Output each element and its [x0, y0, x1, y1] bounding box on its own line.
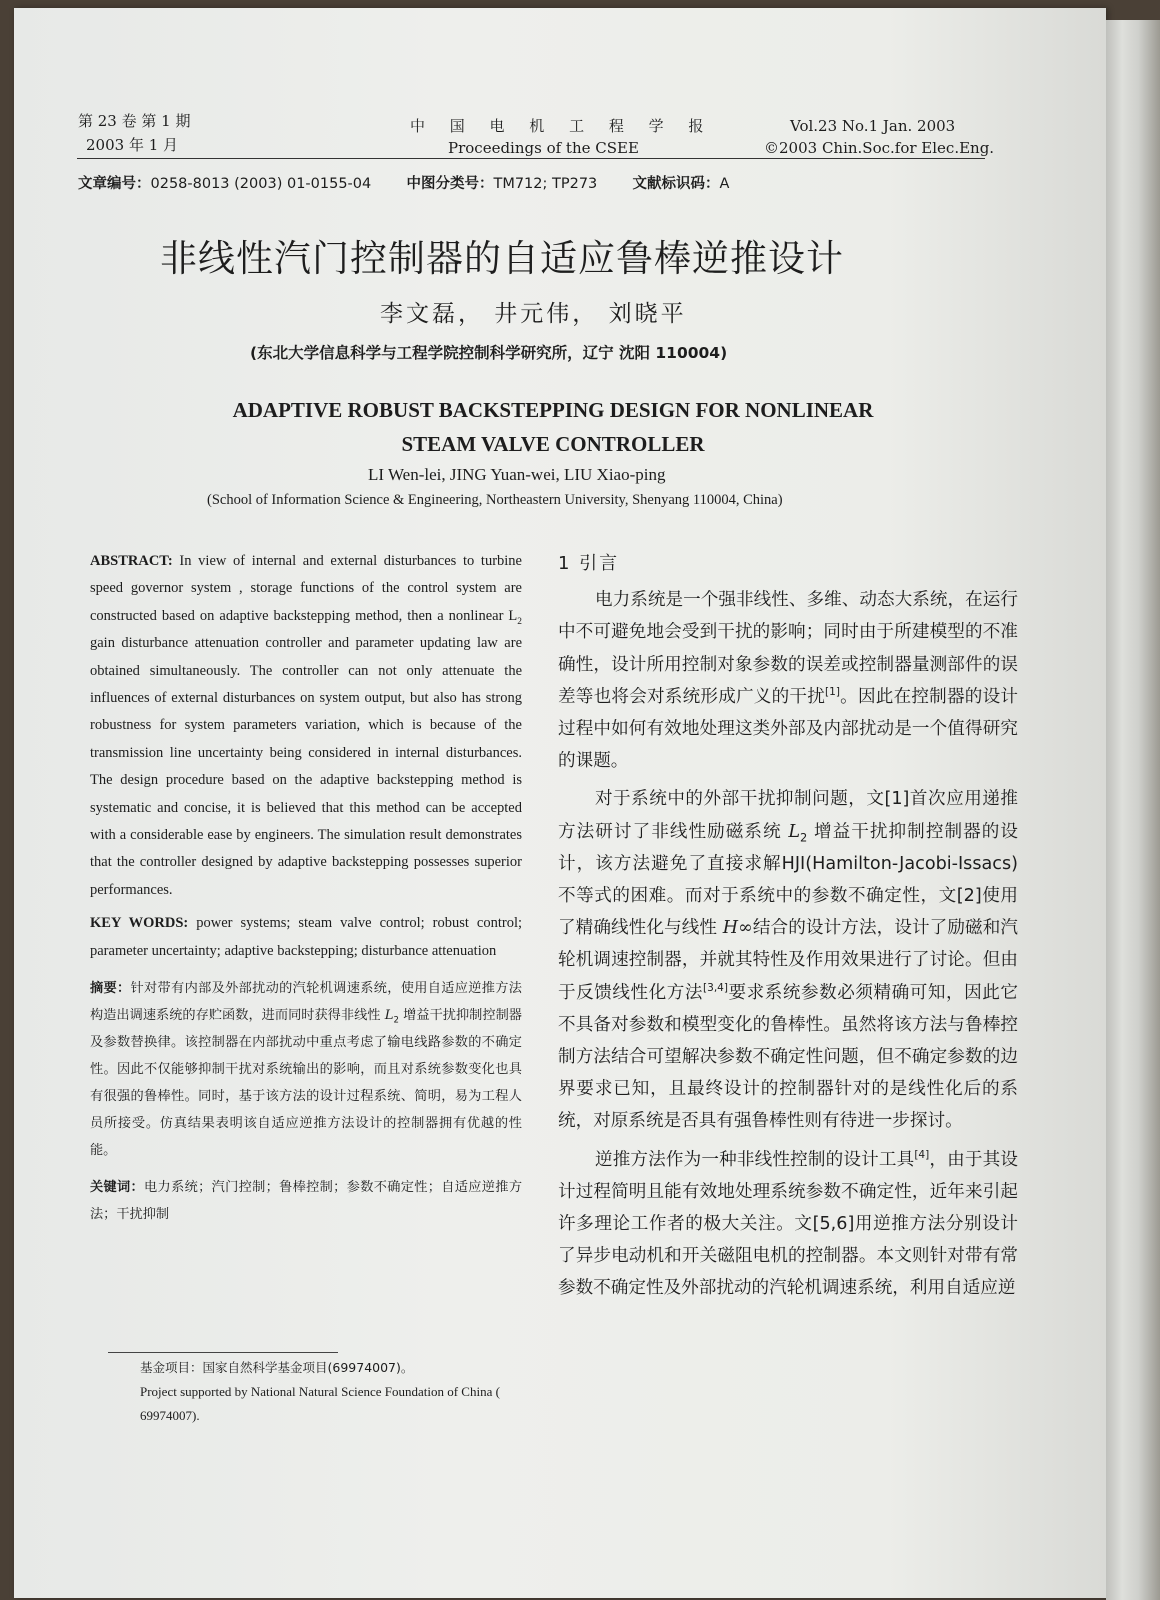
footnote-rule: [108, 1352, 338, 1353]
left-column: [90, 548, 522, 1228]
intro-paragraph-1: 电力系统是一个强非线性、多维、动态大系统，在运行中不可避免地会受到干扰的影响；同时由于所建模型的不准确性，设计所用控制对象参数的误差或控制器量测部件的误差等也将会对系统形成广义的干扰[1]。因此在控制器的设计过程中如何有效地处理这类外部及内部扰动是一个值得研究的课题。: [558, 590, 1018, 772]
header-date-cn: 2003 年 1 月: [86, 136, 179, 154]
affiliation-cn: (东北大学信息科学与工程学院控制科学研究所，辽宁 沈阳 110004): [250, 344, 728, 362]
section-1-heading: 1 引言: [558, 553, 620, 574]
title-en-line2: STEAM VALVE CONTROLLER: [401, 432, 705, 456]
keywords-en-label: KEY WORDS:: [90, 915, 189, 932]
header-journal-cn: 中 国 电 机 工 程 学 报: [410, 117, 714, 135]
footnote-en: Project supported by National Natural Science Foundation of China ( 69974007).: [140, 1384, 500, 1423]
authors-en: LI Wen-lei, JING Yuan-wei, LIU Xiao-ping: [368, 465, 666, 484]
affiliation-en: (School of Information Science & Engineering, Northeastern University, Shenyang 110004, China): [207, 492, 783, 508]
header-rule: [77, 158, 985, 159]
clc: TM712; TP273: [493, 176, 598, 192]
abstract-cn: 摘要：针对带有内部及外部扰动的汽轮机调速系统，使用自适应逆推方法构造出调速系统的存贮函数，进而同时获得非线性 $L_2$ 增益干扰抑制控制器及参数替换律。该控制器在内部扰动中重点考虑了输电线路参数的不确定性。因此不仅能够抑制干扰对系统输出的影响，而且对系统参数变化也具有很强的鲁棒性。同时，基于该方法的设计过程系统、简明，易为工程人员所接受。仿真结果表明该自适应逆推方法设计的控制器拥有优越的性能。: [90, 981, 522, 1159]
abstract-en: ABSTRACT: In view of internal and external disturbances to turbine speed governor system , storage functions of the control system are constructed based on adaptive backstepping method, then a nonlinear $L_2$ gain disturbance attenuation controller and parameter updating law are obtained simultaneously. The controller can not only attenuate the influences of external disturbances on system output, but also has strong robustness for system parameters variation, which is because of the transmission line uncertainty being considered in internal disturbances. The design procedure based on the adaptive backstepping method is systematic and concise, it is believed that this method can be accepted with a considerable ease by engineers. The simulation result demonstrates that the controller designed by adaptive backstepping possesses superior performances.: [90, 553, 522, 898]
abstract-en-label: ABSTRACT:: [90, 553, 173, 569]
intro-paragraph-3: 逆推方法作为一种非线性控制的设计工具[4]，由于其设计过程简明且能有效地处理系统参数不确定性，近年来引起许多理论工作者的极大关注。文[5,6]用逆推方法分别设计了异步电动机和开关磁阻电机的控制器。本文则针对带有常参数不确定性及外部扰动的汽轮机调速系统，利用自适应逆: [558, 1148, 1018, 1299]
header-volume-issue-cn: 第 23 卷 第 1 期: [78, 112, 191, 130]
header-copyright: ©2003 Chin.Soc.for Elec.Eng.: [764, 139, 995, 157]
doc-code-label: 文献标识码：: [632, 176, 720, 192]
header-volume-issue-en: Vol.23 No.1 Jan. 2003: [790, 117, 956, 135]
title-cn: 非线性汽门控制器的自适应鲁棒逆推设计: [160, 237, 844, 280]
right-column: [558, 548, 1018, 1305]
abstract-cn-label: 摘要：: [90, 981, 131, 997]
footnote-cn: 基金项目：国家自然科学基金项目(69974007)。: [140, 1360, 414, 1375]
header-journal-en: Proceedings of the CSEE: [448, 139, 639, 157]
intro-paragraph-2: 对于系统中的外部干扰抑制问题，文[1]首次应用递推方法研讨了非线性励磁系统 $L_2$ 增益干扰抑制控制器的设计，该方法避免了直接求解HJI(Hamilton-Jacobi-Issacs)不等式的困难。而对于系统中的参数不确定性，文[2]使用了精确线性化与线性 H∞结合的设计方法，设计了励磁和汽轮机调速控制器，并就其特性及作用效果进行了讨论。但由于反馈线性化方法[3,4]要求系统参数必须精确可知，因此它不具备对参数和模型变化的鲁棒性。虽然将该方法与鲁棒控制方法结合可望解决参数不确定性问题，但不确定参数的边界要求已知，且最终设计的控制器针对的是线性化后的系统，对原系统是否具有强鲁棒性则有待进一步探讨。: [558, 789, 1018, 1132]
meta-line: [78, 172, 729, 193]
article-no-label: 文章编号：: [78, 176, 151, 192]
clc-label: 中图分类号：: [406, 176, 494, 192]
authors-cn: 李文磊， 井元伟， 刘晓平: [380, 301, 687, 327]
doc-code: A: [719, 176, 730, 192]
page-stack-edge: [1106, 20, 1160, 1600]
keywords-cn: 关键词：电力系统；汽门控制；鲁棒控制；参数不确定性；自适应逆推方法；干扰抑制: [90, 1180, 523, 1223]
title-en-line1: ADAPTIVE ROBUST BACKSTEPPING DESIGN FOR NONLINEAR: [232, 398, 874, 422]
keywords-cn-label: 关键词：: [90, 1180, 145, 1196]
keywords-en: KEY WORDS: power systems; steam valve control; robust control; parameter uncertainty; adaptive backstepping; disturbance attenuation: [90, 915, 522, 959]
footnote: [110, 1356, 550, 1428]
article-no: 0258-8013 (2003) 01-0155-04: [150, 176, 372, 192]
title-en: [53, 393, 1053, 461]
